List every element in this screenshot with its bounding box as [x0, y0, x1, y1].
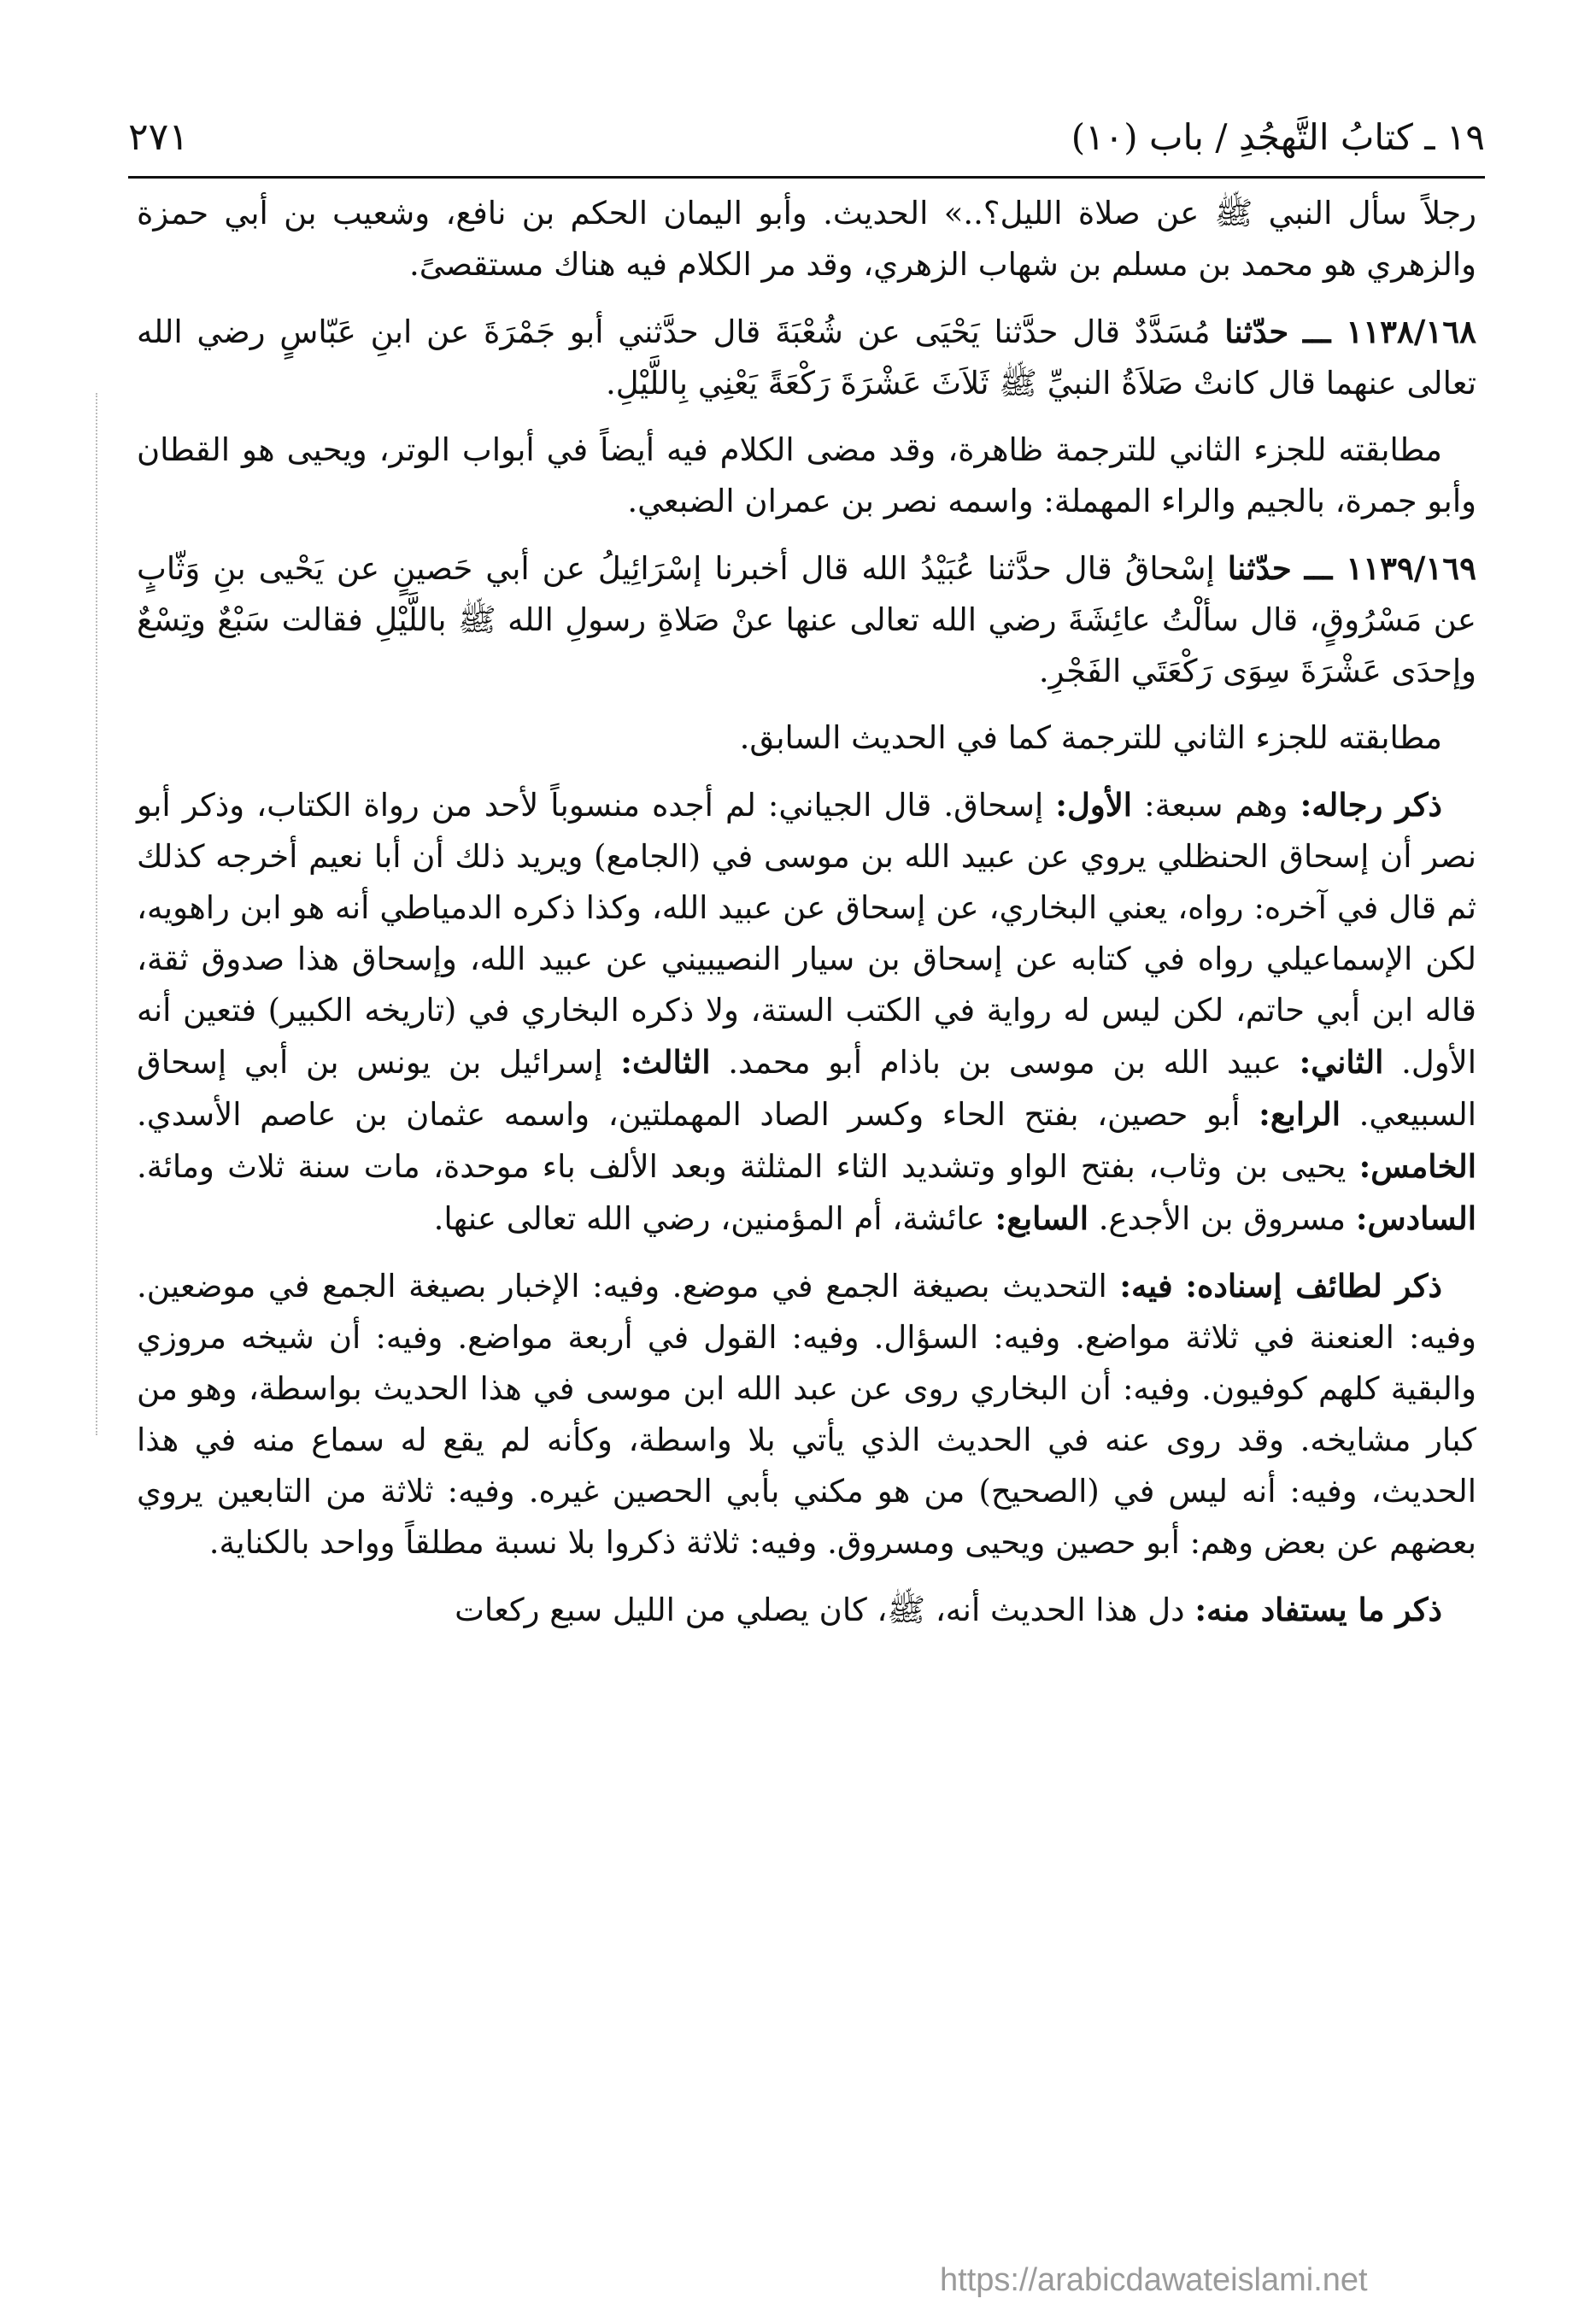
hadith-168	[137, 306, 1476, 409]
ordinal-label: الثاني:	[1299, 1043, 1384, 1081]
commentary-168: مطابقته للجزء الثاني للترجمة ظاهرة، وقد مضى الكلام فيه أيضاً في أبواب الوتر، ويحيى هو القطان وأبو جمرة، بالجيم والراء المهملة: واسمه نصر بن عمران الضبعي.	[137, 431, 1476, 519]
section-heading: ذكر ما يستفاد منه:	[1194, 1591, 1442, 1628]
paragraph-intro: رجلاً سأل النبي ﷺ عن صلاة الليل؟..» الحديث. وأبو اليمان الحكم بن نافع، وشعيب بن أبي حمزة والزهري هو محمد بن مسلم بن شهاب الزهري، وقد مر الكلام فيه هناك مستقصىً.	[137, 195, 1476, 283]
text-run: التحديث بصيغة الجمع في موضع. وفيه: الإخبار بصيغة الجمع في موضعين. وفيه: العنعنة في ثلاثة مواضع. وفيه: السؤال. وفيه: القول في أربعة مواضع. وفيه: أن شيخه مروزي والبقية كلهم كوفيون. وفيه: أن البخاري روى عن عبد الله ابن موسى في هذا الحديث بواسطة، وهو من كبار مشايخه. وقد روى عنه في الحديث الذي يأتي بلا واسطة، وكأنه لم يقع له سماع منه في هذا الحديث، وفيه: أنه ليس في (الصحيح) من هو مكني بأبي الحصين غيره. وفيه: ثلاثة من التابعين يروي بعضهم عن بعض وهم: أبو حصين ويحيى ومسروق. وفيه: ثلاثة ذكروا بلا نسبة مطلقاً وواحد بالكناية.	[137, 1268, 1476, 1561]
ordinal-label: الرابع:	[1259, 1095, 1341, 1133]
text-run: عبيد الله بن موسى بن باذام أبو محمد.	[728, 1044, 1282, 1081]
main-text	[137, 188, 1476, 1636]
ordinal-label: الأول:	[1055, 786, 1133, 824]
haddathana-label: حدّثنا	[1224, 313, 1289, 350]
isnad-subtleties-section	[137, 1260, 1476, 1569]
text-run: مسروق بن الأجدع.	[1098, 1200, 1347, 1237]
text-run: عائشة، أم المؤمنين، رضي الله تعالى عنها.	[433, 1200, 985, 1237]
header-rule	[128, 176, 1485, 179]
text-run: وهم سبعة:	[1144, 787, 1288, 824]
text-run: إسحاق. قال الجياني: لم أجده منسوباً لأحد من رواة الكتاب، وذكر أبو نصر أن إسحاق الحنظلي يروي عن عبيد الله بن موسى في (الجامع) ويريد ذلك أن أبا نعيم أخرجه كذلك ثم قال في آخره: رواه، يعني البخاري، عن إسحاق عن عبيد الله، وكذا ذكره الدمياطي أنه هو ابن راهويه، لكن الإسماعيلي رواه في كتابه عن إسحاق بن سيار النصيبيني عن عبيد الله، وإسحاق هذا صدوق ثقة، قاله ابن أبي حاتم، لكن ليس له رواية في الكتب الستة، ولا ذكره البخاري في (تاريخه الكبير) فتعين أنه الأول.	[137, 787, 1477, 1081]
margin-dotted-line	[96, 393, 101, 1435]
benefits-section	[137, 1584, 1476, 1636]
watermark-url: https://arabicdawateislami.net	[940, 2262, 1368, 2298]
commentary-169: مطابقته للجزء الثاني للترجمة كما في الحديث السابق.	[739, 719, 1442, 756]
ordinal-label: الثالث:	[620, 1043, 711, 1081]
hadith-number: ١١٣٨/١٦٨ ـــ	[1303, 313, 1476, 350]
page-number: ٢٧١	[128, 114, 189, 159]
page-header	[128, 103, 1485, 171]
running-head: ١٩ ـ كتابُ التَّهجُدِ / باب (١٠)	[1071, 115, 1485, 158]
text-run: أبو حصين، بفتح الحاء وكسر الصاد المهملتين، واسمه عثمان بن عاصم الأسدي.	[137, 1096, 1241, 1133]
text-run: دل هذا الحديث أنه، ﷺ، كان يصلي من الليل سبع ركعات	[455, 1592, 1185, 1628]
hadith-text: إسْحاقُ قال حدَّثنا عُبَيْدُ الله قال أخبرنا إسْرَائِيلُ عن أبي حَصينٍ عن يَحْيى بنِ وَثّابٍ عن مَسْرُوقٍ، قال سألْتُ عائِشَةَ رضي الله تعالى عنها عنْ صَلاةِ رسولِ الله ﷺ باللَّيْلِ فقالت سَبْعٌ وتِسْعٌ وإحدَى عَشْرَةَ سِوَى رَكْعَتَي الفَجْرِ.	[137, 550, 1476, 689]
section-heading: ذكر رجاله:	[1300, 786, 1443, 824]
text-run: يحيى بن وثاب، بفتح الواو وتشديد الثاء المثلثة وبعد الألف باء موحدة، مات سنة ثلاث ومائة.	[137, 1148, 1347, 1185]
ordinal-label: السابع:	[995, 1199, 1088, 1237]
hadith-number: ١١٣٩/١٦٩ ـــ	[1304, 549, 1477, 587]
section-heading: ذكر لطائف إسناده:	[1185, 1267, 1442, 1305]
ordinal-label: السادس:	[1355, 1199, 1476, 1237]
hadith-169	[137, 542, 1476, 697]
text-run: إسرائيل بن يونس بن أبي إسحاق السبيعي.	[137, 1044, 1476, 1133]
hadith-text: مُسَدَّدٌ قال حدَّثنا يَحْيَى عن شُعْبَةَ قال حدَّثني أبو جَمْرَةَ عن ابنِ عَبّاسٍ رضي الله تعالى عنهما قال كانتْ صَلاَةُ النبيِّ ﷺ ثَلاَثَ عَشْرَةَ رَكْعَةً يَعْنِي بِاللَّيْلِ.	[137, 314, 1476, 402]
ordinal-label: الخامس:	[1358, 1147, 1476, 1185]
haddathana-label: حدّثنا	[1227, 549, 1292, 587]
fihi-label: فيه:	[1119, 1267, 1173, 1305]
narrators-section	[137, 779, 1476, 1245]
